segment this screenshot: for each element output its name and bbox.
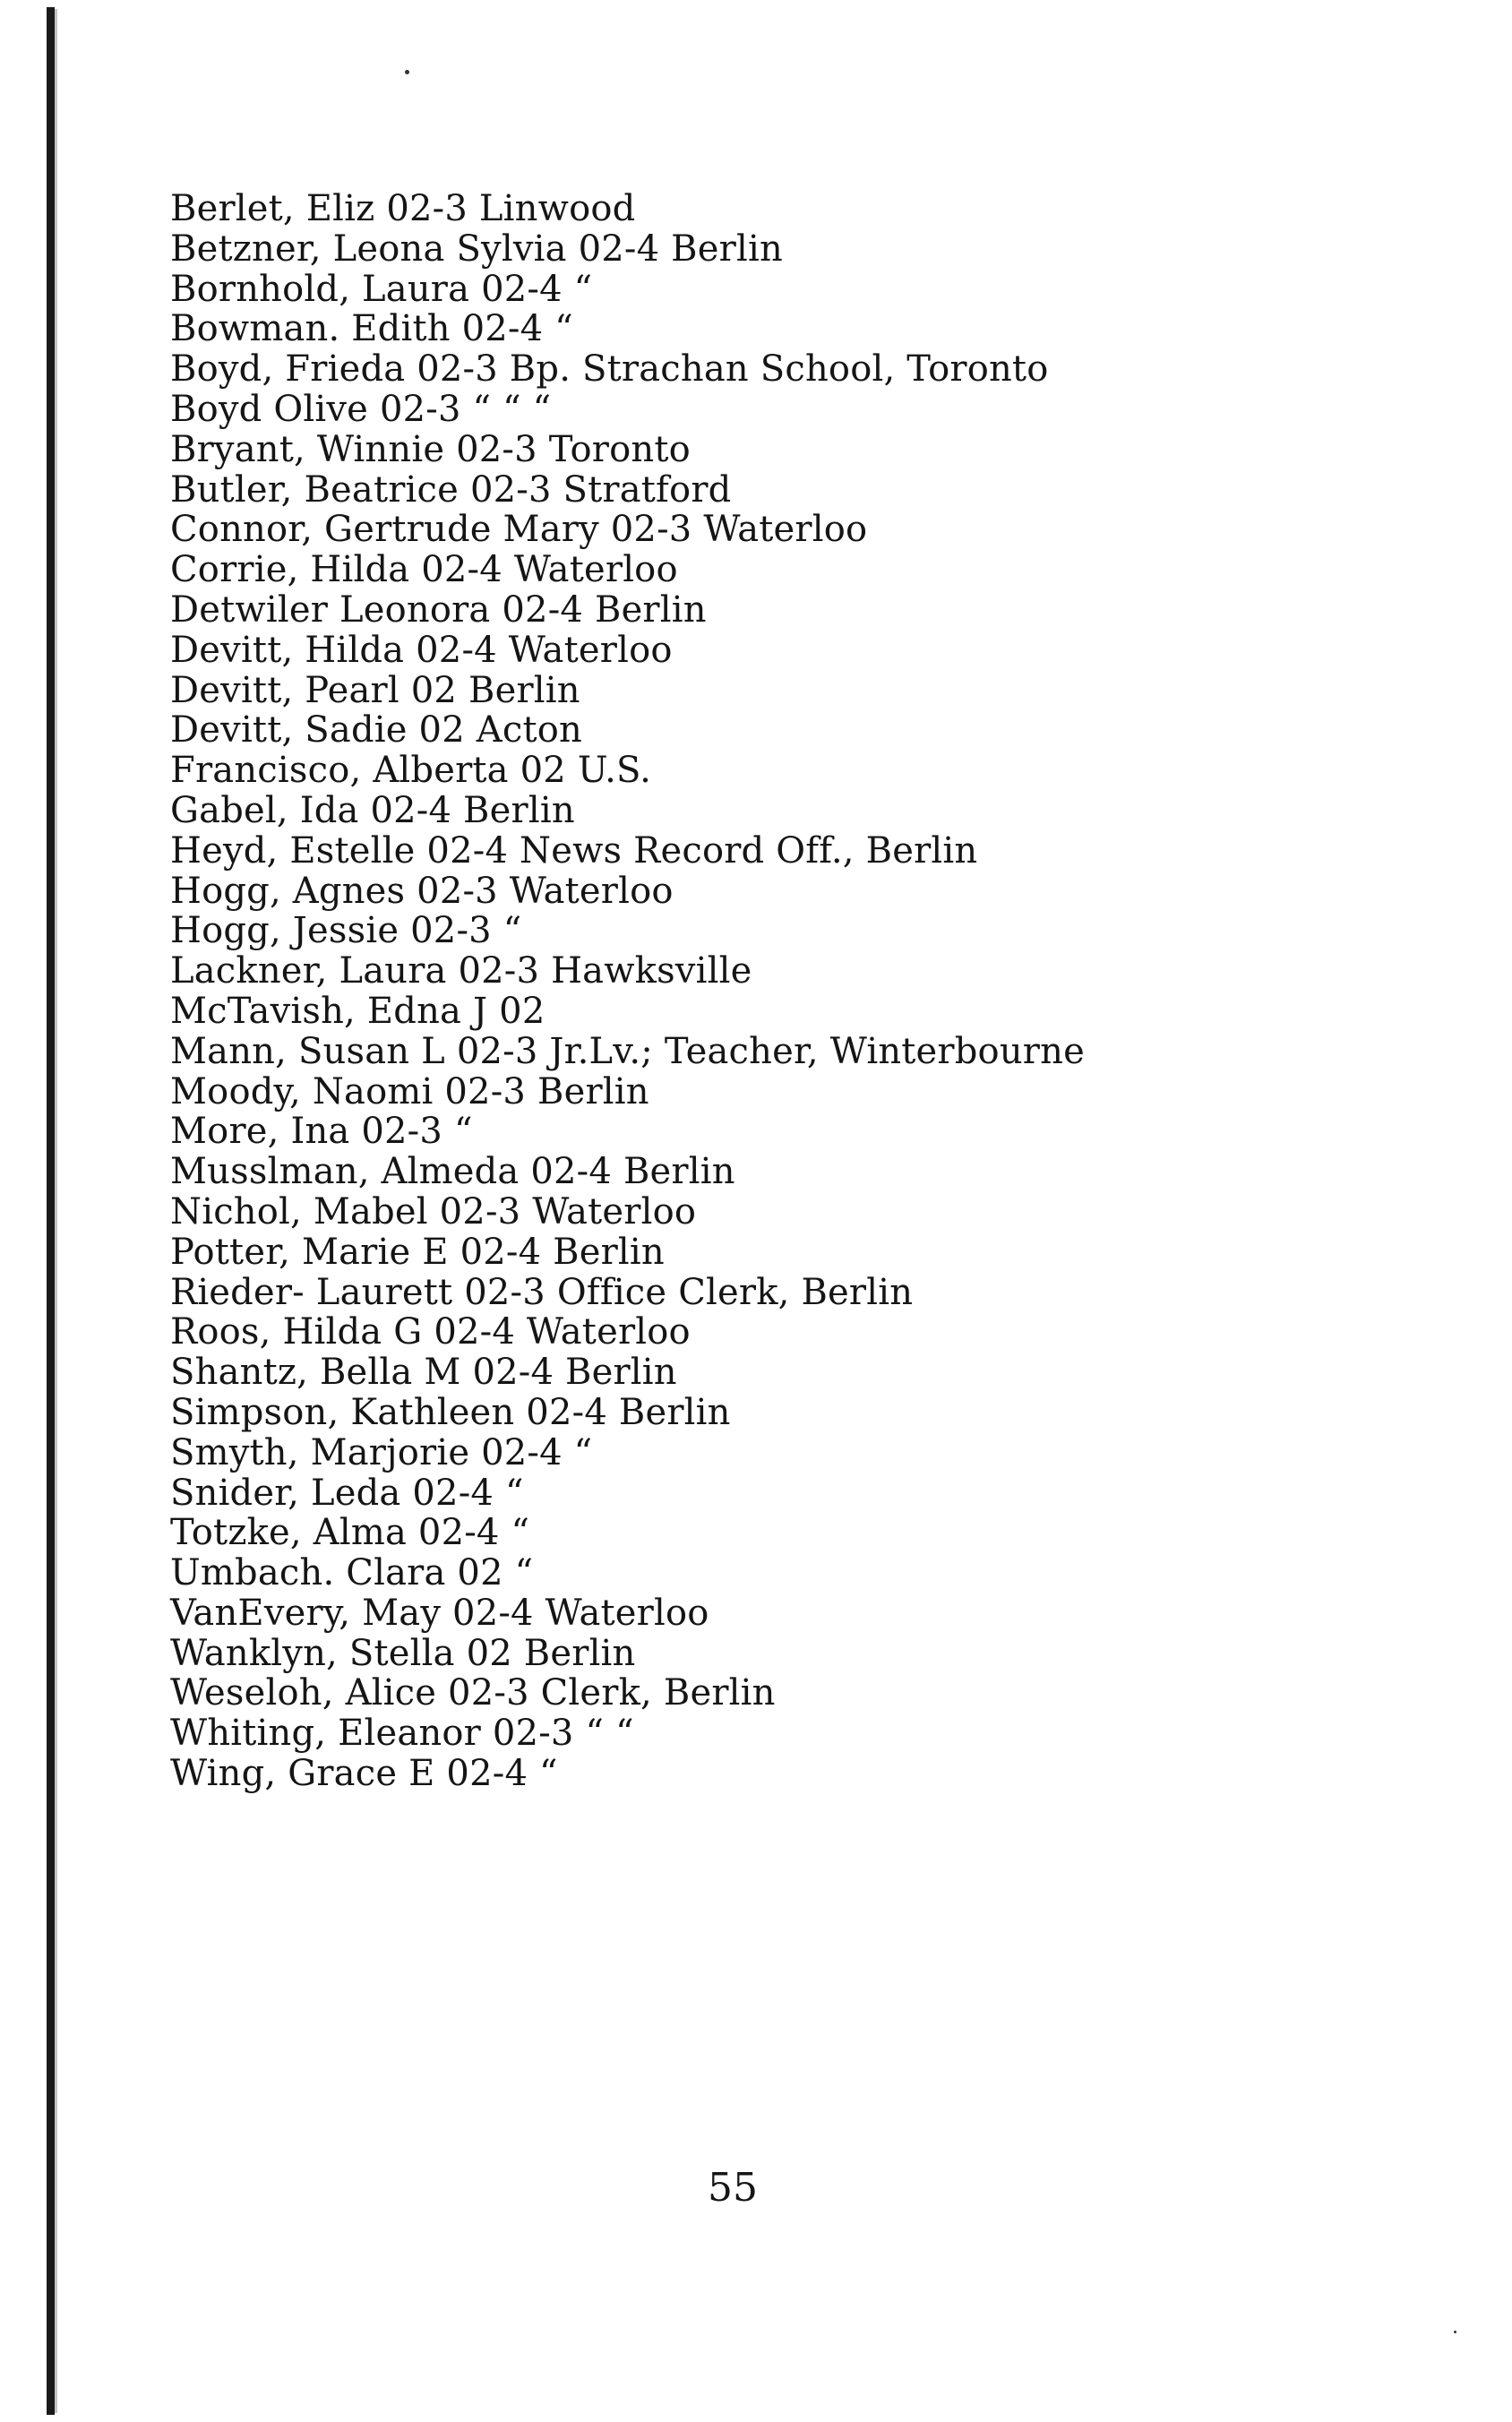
roster-entry: Bryant, Winnie 02-3 Toronto — [170, 428, 691, 470]
roster-entry: Shantz, Bella M 02-4 Berlin — [170, 1352, 677, 1394]
scan-speck — [1454, 2331, 1456, 2333]
scan-speck — [405, 70, 409, 74]
roster-entry: Wanklyn, Stella 02 Berlin — [170, 1632, 636, 1674]
roster-entry: Bornhold, Laura 02-4 “ — [170, 268, 593, 310]
roster-entry: Musslman, Almeda 02-4 Berlin — [170, 1151, 735, 1193]
roster-entry: Betzner, Leona Sylvia 02-4 Berlin — [170, 228, 783, 270]
roster-entry: Berlet, Eliz 02-3 Linwood — [170, 188, 636, 229]
roster-entry: Devitt, Pearl 02 Berlin — [170, 669, 580, 711]
roster-entry: Devitt, Sadie 02 Acton — [170, 709, 582, 752]
roster-entry: Rieder- Laurett 02-3 Office Clerk, Berlin — [170, 1271, 914, 1313]
roster-entry: Mann, Susan L 02-3 Jr.Lv.; Teacher, Winterbourne — [170, 1030, 1085, 1072]
roster-entry: Butler, Beatrice 02-3 Stratford — [170, 468, 732, 511]
roster-entry: Devitt, Hilda 02-4 Waterloo — [170, 629, 673, 671]
roster-entry: Snider, Leda 02-4 “ — [170, 1472, 524, 1514]
roster-entry: Potter, Marie E 02-4 Berlin — [170, 1231, 665, 1273]
page-binding-edge — [47, 7, 55, 2415]
roster-entry: Detwiler Leonora 02-4 Berlin — [170, 588, 707, 631]
roster-entry: Totzke, Alma 02-4 “ — [170, 1512, 530, 1554]
roster-entry: Corrie, Hilda 02-4 Waterloo — [170, 549, 678, 591]
roster-entry: Wing, Grace E 02-4 “ — [170, 1753, 558, 1795]
roster-entry: Boyd Olive 02-3 “ “ “ — [170, 388, 552, 430]
roster-entry: Roos, Hilda G 02-4 Waterloo — [170, 1311, 691, 1353]
roster-entry: Simpson, Kathleen 02-4 Berlin — [170, 1391, 731, 1433]
roster-entry: Lackner, Laura 02-3 Hawksville — [170, 950, 752, 992]
roster-entry: Francisco, Alberta 02 U.S. — [170, 750, 652, 792]
page-binding-shadow — [55, 9, 57, 2413]
roster-entry: Moody, Naomi 02-3 Berlin — [170, 1070, 649, 1112]
roster-entry: Smyth, Marjorie 02-4 “ — [170, 1431, 593, 1473]
roster-entry: Whiting, Eleanor 02-3 “ “ — [170, 1713, 634, 1755]
roster-entry: Nichol, Mabel 02-3 Waterloo — [170, 1190, 697, 1232]
roster-entry: Gabel, Ida 02-4 Berlin — [170, 789, 575, 831]
roster-entry: Umbach. Clara 02 “ — [170, 1552, 534, 1594]
roster-entry: More, Ina 02-3 “ — [170, 1111, 473, 1153]
roster-entry: McTavish, Edna J 02 — [170, 990, 546, 1032]
roster-entry: Heyd, Estelle 02-4 News Record Off., Berlin — [170, 829, 978, 872]
roster-entry: Bowman. Edith 02-4 “ — [170, 308, 573, 350]
page-number: 55 — [708, 2165, 758, 2211]
roster-entry: Hogg, Agnes 02-3 Waterloo — [170, 870, 674, 912]
roster-entry: Weseloh, Alice 02-3 Clerk, Berlin — [170, 1672, 776, 1714]
student-roster — [170, 189, 1085, 1794]
roster-entry: Connor, Gertrude Mary 02-3 Waterloo — [170, 509, 868, 551]
roster-entry: Hogg, Jessie 02-3 “ — [170, 910, 522, 952]
roster-entry: Boyd, Frieda 02-3 Bp. Strachan School, Toronto — [170, 348, 1049, 391]
roster-entry: VanEvery, May 02-4 Waterloo — [170, 1592, 709, 1634]
